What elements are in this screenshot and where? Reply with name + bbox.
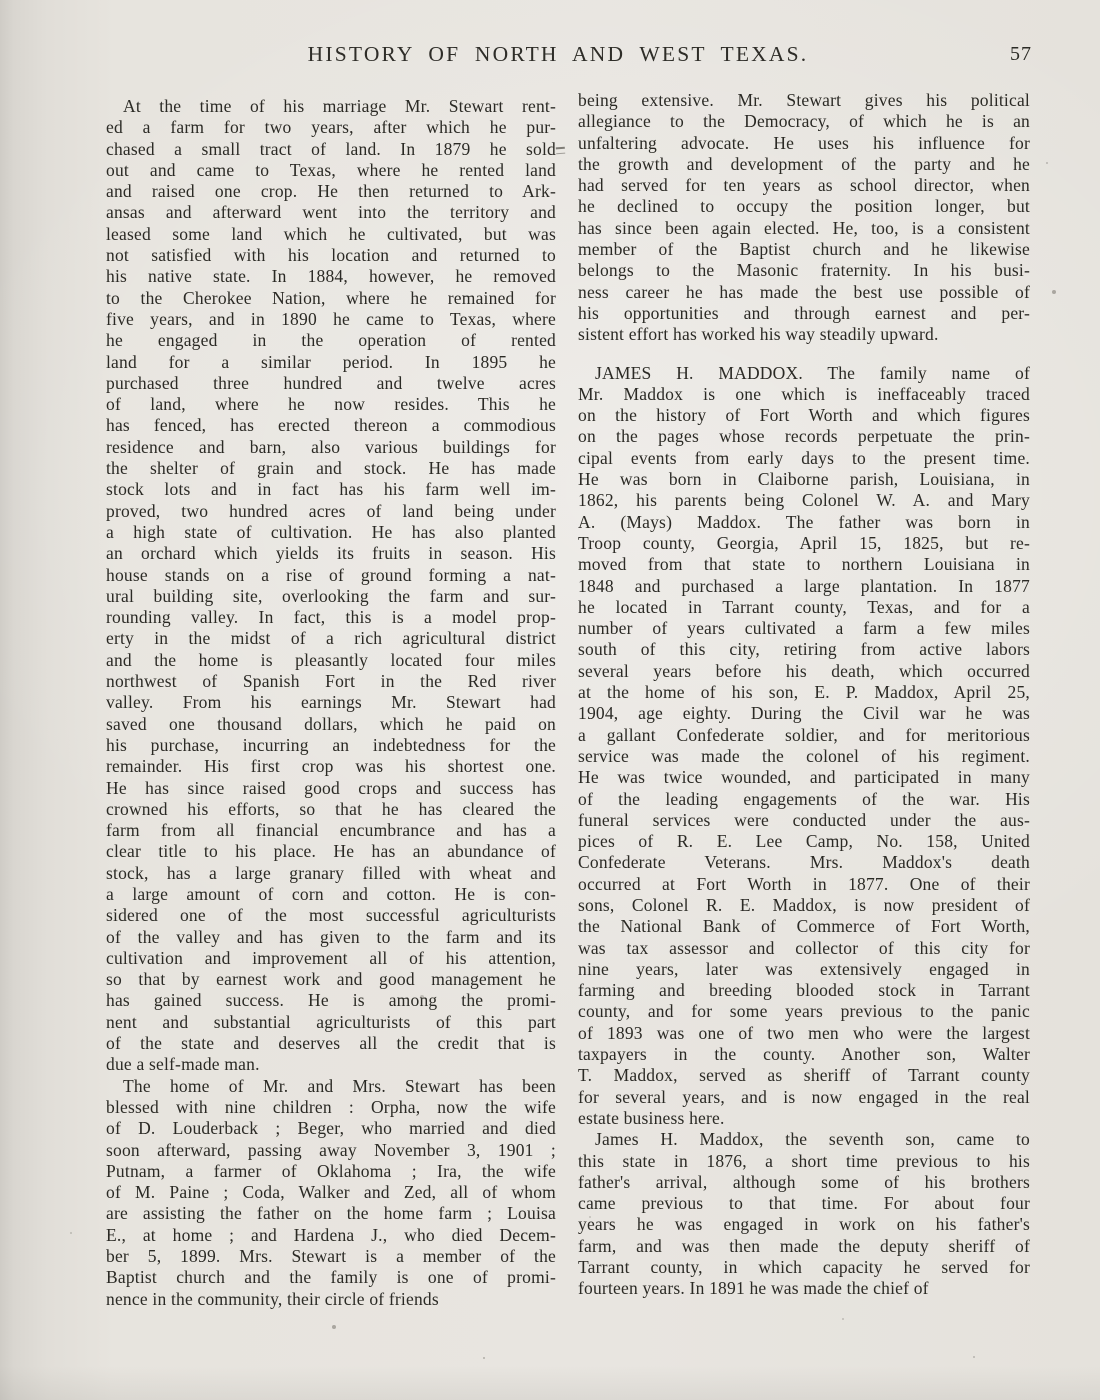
- text-line: soon afterward, passing away November 3, 1901 ;: [106, 1139, 556, 1160]
- paragraph: [106, 1076, 556, 1310]
- text-line: nent and substantial agriculturists of this part: [106, 1011, 556, 1032]
- text-line: chased a small tract of land. In 1879 he sold: [106, 138, 556, 159]
- scan-artifact-dash: [556, 147, 565, 155]
- text-line: are assisting the father on the home farm ; Louisa: [106, 1203, 556, 1224]
- text-line: the National Bank of Commerce of Fort Worth,: [578, 916, 1030, 937]
- text-line: of the valley and has given to the farm and its: [106, 926, 556, 947]
- text-line: fourteen years. In 1891 he was made the chief of: [578, 1278, 929, 1299]
- text-line: south of this city, retiring from active labors: [578, 639, 1030, 660]
- text-line: estate business here.: [578, 1107, 725, 1128]
- text-line: blessed with nine children : Orpha, now the wife: [106, 1096, 556, 1117]
- text-line: number of years cultivated a farm a few miles: [578, 618, 1030, 639]
- text-line: leased some land which he cultivated, but was: [106, 223, 556, 244]
- text-line: sons, Colonel R. E. Maddox, is now president of: [578, 894, 1030, 915]
- text-line: valley. From his earnings Mr. Stewart had: [106, 692, 556, 713]
- text-line: of the leading engagements of the war. His: [578, 788, 1030, 809]
- text-line: remainder. His first crop was his shortest one.: [106, 756, 556, 777]
- text-line: farm, and was then made the deputy sheriff of: [578, 1235, 1030, 1256]
- text-line: taxpayers in the county. Another son, Walter: [578, 1044, 1030, 1065]
- text-line: funeral services were conducted under the aus-: [578, 809, 1030, 830]
- text-line: rounding valley. In fact, this is a model prop-: [106, 607, 556, 628]
- text-line: 1862, his parents being Colonel W. A. and Mary: [578, 490, 1030, 511]
- text-line: a large amount of corn and cotton. He is con-: [106, 883, 556, 904]
- text-line: occurred at Fort Worth in 1877. One of their: [578, 873, 1030, 894]
- text-line: of M. Paine ; Coda, Walker and Zed, all of whom: [106, 1182, 556, 1203]
- text-column-right: [578, 90, 1030, 1300]
- text-line: cipal events from early days to the present time.: [578, 447, 1030, 468]
- text-line: of 1893 was one of two men who were the largest: [578, 1022, 1030, 1043]
- text-line: sistent effort has worked his way steadily upward.: [578, 324, 939, 345]
- text-line: due a self-made man.: [106, 1054, 260, 1075]
- text-line: county, and for some years previous to the panic: [578, 1001, 1030, 1022]
- text-line: out and came to Texas, where he rented land: [106, 159, 556, 180]
- paragraph: [578, 90, 1030, 346]
- text-line: JAMES H. MADDOX. The family name of: [595, 362, 1030, 383]
- text-line: ed a farm for two years, after which he pur-: [106, 117, 556, 138]
- text-line: proved, two hundred acres of land being under: [106, 500, 556, 521]
- paragraph: [106, 96, 556, 1076]
- text-line: 1904, age eighty. During the Civil war he was: [578, 703, 1030, 724]
- text-line: unfaltering advocate. He uses his influence for: [578, 132, 1030, 153]
- text-line: stock, has a large granary filled with wheat and: [106, 862, 556, 883]
- text-line: a gallant Confederate soldier, and for meritorious: [578, 724, 1030, 745]
- text-line: clear title to his place. He has an abundance of: [106, 841, 556, 862]
- text-line: Mr. Maddox is one which is ineffaceably traced: [578, 383, 1030, 404]
- text-line: member of the Baptist church and he likewise: [578, 239, 1030, 260]
- text-line: E., at home ; and Hardena J., who died Decem-: [106, 1224, 556, 1245]
- page-header-title: HISTORY OF NORTH AND WEST TEXAS.: [307, 42, 809, 66]
- text-line: on the history of Fort Worth and which figures: [578, 405, 1030, 426]
- text-line: James H. Maddox, the seventh son, came to: [595, 1129, 1030, 1150]
- text-line: an orchard which yields its fruits in season. His: [106, 543, 556, 564]
- text-line: of D. Louderback ; Beger, who married and died: [106, 1118, 556, 1139]
- text-line: he located in Tarrant county, Texas, and for a: [578, 596, 1030, 617]
- text-line: A. (Mays) Maddox. The father was born in: [578, 511, 1030, 532]
- paper-specks: [0, 0, 2, 2]
- text-line: He was born in Claiborne parish, Louisiana, in: [578, 469, 1030, 490]
- text-line: purchased three hundred and twelve acres: [106, 372, 556, 393]
- text-line: the shelter of grain and stock. He has made: [106, 458, 556, 479]
- text-line: erty in the midst of a rich agricultural district: [106, 628, 556, 649]
- text-line: to the Cherokee Nation, where he remained for: [106, 287, 556, 308]
- text-line: for several years, and is now engaged in the real: [578, 1086, 1030, 1107]
- text-line: the growth and development of the party and he: [578, 153, 1030, 174]
- text-line: this state in 1876, a short time previous to his: [578, 1150, 1030, 1171]
- text-line: crowned his efforts, so that he has cleared the: [106, 798, 556, 819]
- text-line: 1848 and purchased a large plantation. In 1877: [578, 575, 1030, 596]
- text-line: his native state. In 1884, however, he removed: [106, 266, 556, 287]
- text-line: has since been again elected. He, too, is a consistent: [578, 217, 1030, 238]
- text-line: several years before his death, which occurred: [578, 660, 1030, 681]
- paragraph: [578, 1129, 1030, 1299]
- text-line: house stands on a rise of ground forming a nat-: [106, 564, 556, 585]
- text-line: at the home of his son, E. P. Maddox, April 25,: [578, 682, 1030, 703]
- text-line: of land, where he now resides. This he: [106, 394, 556, 415]
- text-line: The home of Mr. and Mrs. Stewart has been: [123, 1075, 556, 1096]
- text-line: not satisfied with his location and returned to: [106, 245, 556, 266]
- text-line: ansas and afterward went into the territory and: [106, 202, 556, 223]
- paragraph: [578, 363, 1030, 1130]
- text-line: T. Maddox, served as sheriff of Tarrant county: [578, 1065, 1030, 1086]
- text-line: and the home is pleasantly located four miles: [106, 649, 556, 670]
- text-line: pices of R. E. Lee Camp, No. 158, United: [578, 831, 1030, 852]
- text-line: farm from all financial encumbrance and has a: [106, 820, 556, 841]
- text-line: of the state and deserves all the credit that is: [106, 1033, 556, 1054]
- text-line: Troop county, Georgia, April 15, 1825, but re-: [578, 532, 1030, 553]
- text-line: on the pages whose records perpetuate the prin-: [578, 426, 1030, 447]
- text-line: moved from that state to northern Louisiana in: [578, 554, 1030, 575]
- text-line: he declined to occupy the position longer, but: [578, 196, 1030, 217]
- text-line: cultivation and improvement all of his attention,: [106, 947, 556, 968]
- text-line: and raised one crop. He then returned to Ark-: [106, 181, 556, 202]
- text-line: father's arrival, although some of his brothers: [578, 1171, 1030, 1192]
- text-line: saved one thousand dollars, which he paid on: [106, 713, 556, 734]
- text-line: his purchase, incurring an indebtedness for the: [106, 734, 556, 755]
- text-line: He has since raised good crops and success has: [106, 777, 556, 798]
- text-line: being extensive. Mr. Stewart gives his political: [578, 90, 1030, 110]
- page-number: 57: [1010, 43, 1032, 65]
- text-line: has gained success. He is among the promi-: [106, 990, 556, 1011]
- text-line: residence and barn, also various buildings for: [106, 436, 556, 457]
- text-line: years he was engaged in work on his father's: [578, 1214, 1030, 1235]
- text-line: ural building site, overlooking the farm and sur-: [106, 585, 556, 606]
- text-line: land for a similar period. In 1895 he: [106, 351, 556, 372]
- text-line: nine years, later was extensively engaged in: [578, 958, 1030, 979]
- text-line: At the time of his marriage Mr. Stewart rent-: [123, 96, 556, 116]
- text-line: service was made the colonel of his regiment.: [578, 745, 1030, 766]
- text-line: stock lots and in fact has his farm well im-: [106, 479, 556, 500]
- text-line: came previous to that time. For about four: [578, 1193, 1030, 1214]
- text-line: his opportunities and through earnest and per-: [578, 302, 1030, 323]
- text-line: had served for ten years as school director, when: [578, 175, 1030, 196]
- text-line: Tarrant county, in which capacity he served for: [578, 1257, 1030, 1278]
- text-line: five years, and in 1890 he came to Texas, where: [106, 308, 556, 329]
- text-line: Baptist church and the family is one of promi-: [106, 1267, 556, 1288]
- text-line: belongs to the Masonic fraternity. In his busi-: [578, 260, 1030, 281]
- text-line: ber 5, 1899. Mrs. Stewart is a member of the: [106, 1246, 556, 1267]
- text-line: northwest of Spanish Fort in the Red river: [106, 671, 556, 692]
- text-line: He was twice wounded, and participated in many: [578, 767, 1030, 788]
- text-line: nence in the community, their circle of friends: [106, 1288, 439, 1309]
- text-column-left: [106, 96, 556, 1310]
- text-line: was tax assessor and collector of this city for: [578, 937, 1030, 958]
- text-line: ness career he has made the best use possible of: [578, 281, 1030, 302]
- text-line: sidered one of the most successful agriculturists: [106, 905, 556, 926]
- text-line: so that by earnest work and good management he: [106, 969, 556, 990]
- text-line: Confederate Veterans. Mrs. Maddox's death: [578, 852, 1030, 873]
- text-line: allegiance to the Democracy, of which he is an: [578, 111, 1030, 132]
- text-line: he engaged in the operation of rented: [106, 330, 556, 351]
- text-line: a high state of cultivation. He has also planted: [106, 521, 556, 542]
- text-line: farming and breeding blooded stock in Tarrant: [578, 980, 1030, 1001]
- text-line: has fenced, has erected thereon a commodious: [106, 415, 556, 436]
- text-line: Putnam, a farmer of Oklahoma ; Ira, the wife: [106, 1160, 556, 1181]
